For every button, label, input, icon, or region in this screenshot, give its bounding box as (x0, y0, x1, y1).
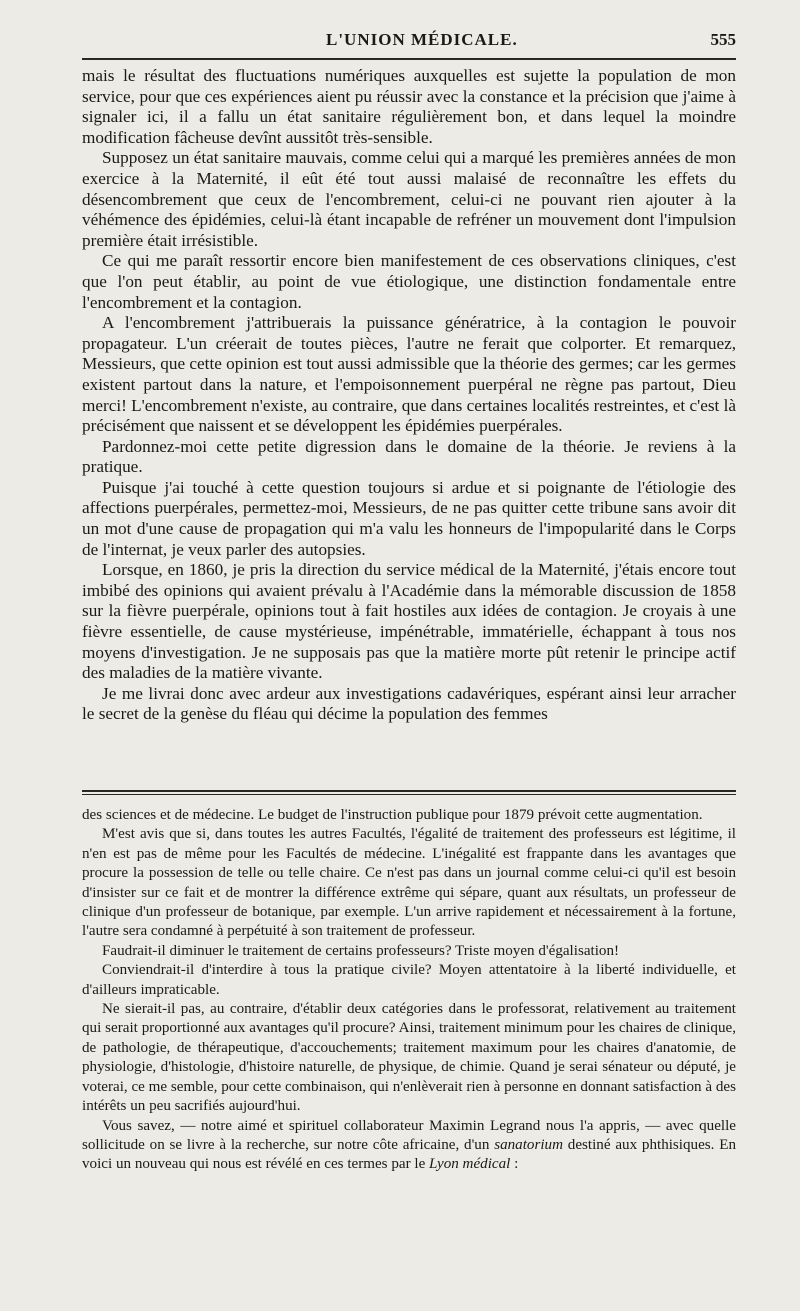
feuilleton-paragraph: Faudrait-il diminuer le traitement de certains professeurs? Triste moyen d'égalisation! (102, 942, 620, 959)
feuilleton-text: : (514, 1156, 519, 1173)
main-paragraph: mais le résultat des fluctuations numériques auxquelles est sujette la population de mon service, pour que ces expériences aient pu réussir avec la constance et la précision que j'aime à signaler ici, il a fallu un état sanitaire régulièrement bon, et dans lequel la moindre modification fâcheuse devînt aussitôt très-sensible. (82, 66, 736, 147)
feuilleton-rule (82, 790, 736, 792)
italic-source: Lyon médical (429, 1156, 511, 1173)
feuilleton-text: destiné aux phthisiques. En voici un nouveau qui nous est révélé en ces termes par le (82, 1136, 736, 1173)
feuilleton-rule-thin (82, 794, 736, 795)
feuilleton-paragraph: des sciences et de médecine. Le budget de l'instruction publique pour 1879 prévoit cette augmentation. (82, 807, 703, 823)
main-paragraph: Pardonnez-moi cette petite digression dans le domaine de la théorie. Je reviens à la pratique. (82, 436, 736, 477)
feuilleton-section (82, 806, 736, 1175)
main-article (82, 66, 736, 725)
feuilleton-paragraph: Ne sierait-il pas, au contraire, d'établir deux catégories dans le professorat, relativement au traitement qui serait proportionné aux avantages qu'il procure? Ainsi, traitement minimum pour les chaires de clinique, de pathologie, de thérapeutique, d'accouchements; traitement maximum pour les chaires d'anatomie, de physiologie, d'histologie, d'histoire naturelle, de physique, de chimie. Quand je serai sénateur ou député, je voterai, ce me semble, pour cette combinaison, qui n'enlèverait rien à personne en donnant satisfaction à des intérêts un peu sacrifiés aujourd'hui. (82, 1001, 736, 1115)
main-paragraph: Je me livrai donc avec ardeur aux investigations cadavériques, espérant ainsi leur arracher le secret de la genèse du fléau qui décime la population des femmes (82, 683, 736, 724)
italic-term: sanatorium (494, 1136, 563, 1153)
page-number: 555 (710, 30, 736, 49)
main-paragraph: Puisque j'ai touché à cette question toujours si ardue et si poignante de l'étiologie des affections puerpérales, permettez-moi, Messieurs, de ne pas quitter cette tribune sans avoir dit un mot d'une cause de propagation qui m'a valu les honneurs de l'impopularité dans le Corps de l'internat, je veux parler des autopsies. (82, 477, 736, 559)
main-paragraph: Lorsque, en 1860, je pris la direction du service médical de la Maternité, j'étais encore tout imbibé des opinions qui avaient prévalu à l'Académie dans la mémorable discussion de 1858 sur la fièvre puerpérale, opinions tout à fait hostiles aux idées de contagion. Je croyais à une fièvre essentielle, de cause mystérieuse, impénétrable, immatérielle, échappant à tous nos moyens d'investigation. Je ne supposais pas que la matière morte pût retenir le principe actif des maladies de la matière vivante. (82, 560, 736, 683)
main-paragraph: A l'encombrement j'attribuerais la puissance génératrice, à la contagion le pouvoir propagateur. L'un créerait de toutes pièces, l'autre ne ferait que colporter. Et remarquez, Messieurs, que cette opinion est tout aussi admissible que la théorie des germes; car les germes existent partout dans la nature, et l'empoisonnement puerpéral ne règne pas partout, Dieu merci! L'encombrement n'existe, au contraire, que dans certaines localités restreintes, et c'est là précisément que naissent et se développent les épidémies puerpérales. (82, 313, 737, 436)
feuilleton-paragraph-last (82, 1117, 736, 1175)
page-header (82, 26, 736, 56)
feuilleton-paragraph: M'est avis que si, dans toutes les autres Facultés, l'égalité de traitement des professeurs est légitime, il n'en est pas de même pour les Facultés de médecine. L'inégalité est frappante dans les avantages que procure la possession de telle ou telle chaire. Ce n'est pas dans un journal comme celui-ci qu'il est besoin d'insister sur ce fait et de montrer la différence extrême qui sépare, quant aux résultats, un professeur de clinique d'un professeur de botanique, par exemple. L'un arrive rapidement et nécessairement à la fortune, l'autre sera condamné à perpétuité à son traitement de professeur. (82, 826, 736, 940)
main-paragraph: Supposez un état sanitaire mauvais, comme celui qui a marqué les premières années de mon exercice à la Maternité, il eût été tout aussi malaisé de reconnaître les effets du désencombrement que ceux de l'encombrement, celui-ci ne pouvant rien ajouter à la véhémence des épidémies, celui-là étant incapable de refréner un mouvement dont l'impulsion première était irrésistible. (82, 148, 736, 250)
feuilleton-text: Vous savez, — notre aimé et spirituel collaborateur Maximin Legrand nous l'a appris, — avec quelle sollicitude on se livre à la recherche, sur notre côte africaine, d'un (82, 1117, 736, 1153)
feuilleton-paragraph: Conviendrait-il d'interdire à tous la pratique civile? Moyen attentatoire à la liberté individuelle, et d'ailleurs impraticable. (82, 962, 736, 998)
header-rule (82, 58, 736, 60)
running-title: L'UNION MÉDICALE. (326, 30, 518, 49)
main-paragraph: Ce qui me paraît ressortir encore bien manifestement de ces observations cliniques, c'est que l'on peut établir, au point de vue étiologique, une distinction fondamentale entre l'encombrement et la contagion. (82, 251, 736, 312)
